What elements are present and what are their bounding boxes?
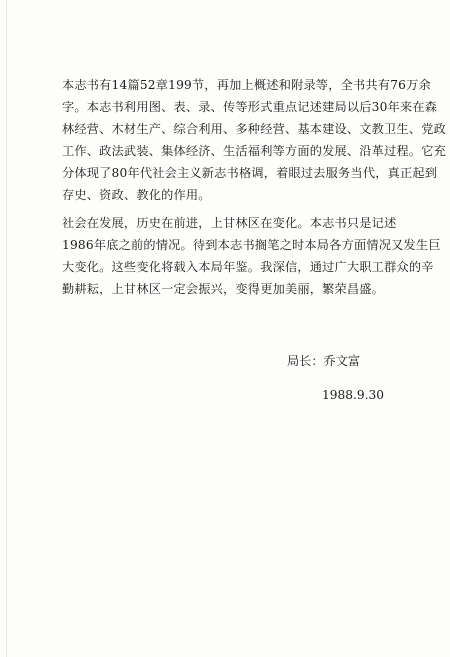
text-line: 大变化。这些变化将载入本局年鉴。我深信，通过广大职工群众的辛 [62, 260, 434, 274]
text-line: 分体现了80年代社会主义新志书格调，着眼过去服务当代，真正起到 [62, 166, 438, 180]
text-line: 工作、政法武装、集体经济、生活福利等方面的发展、沿革过程。它充 [62, 144, 447, 158]
signature: 局长：乔文富 [287, 354, 361, 368]
body-text [62, 74, 447, 300]
text-line: 勤耕耘，上甘林区一定会振兴，变得更加美丽，繁荣昌盛。 [62, 282, 385, 296]
text-line: 本志书有14篇52章199节，再加上概述和附录等，全书共有76万余 [62, 78, 431, 92]
paragraph-1 [62, 74, 447, 206]
date: 1988.9.30 [322, 388, 385, 402]
text-line: 存史、资政、教化的作用。 [62, 188, 211, 202]
text-line: 林经营、木材生产、综合利用、多种经营、基本建设、文教卫生、党政 [62, 122, 447, 136]
text-line: 1986年底之前的情况。待到本志书搁笔之时本局各方面情况又发生巨 [62, 238, 441, 252]
scan-edge-line [6, 0, 7, 657]
text-line: 字。本志书利用图、表、录、传等形式重点记述建局以后30年来在森 [62, 100, 438, 114]
text-line: 社会在发展，历史在前进，上甘林区在变化。本志书只是记述 [62, 216, 397, 230]
paragraph-2 [62, 212, 441, 300]
